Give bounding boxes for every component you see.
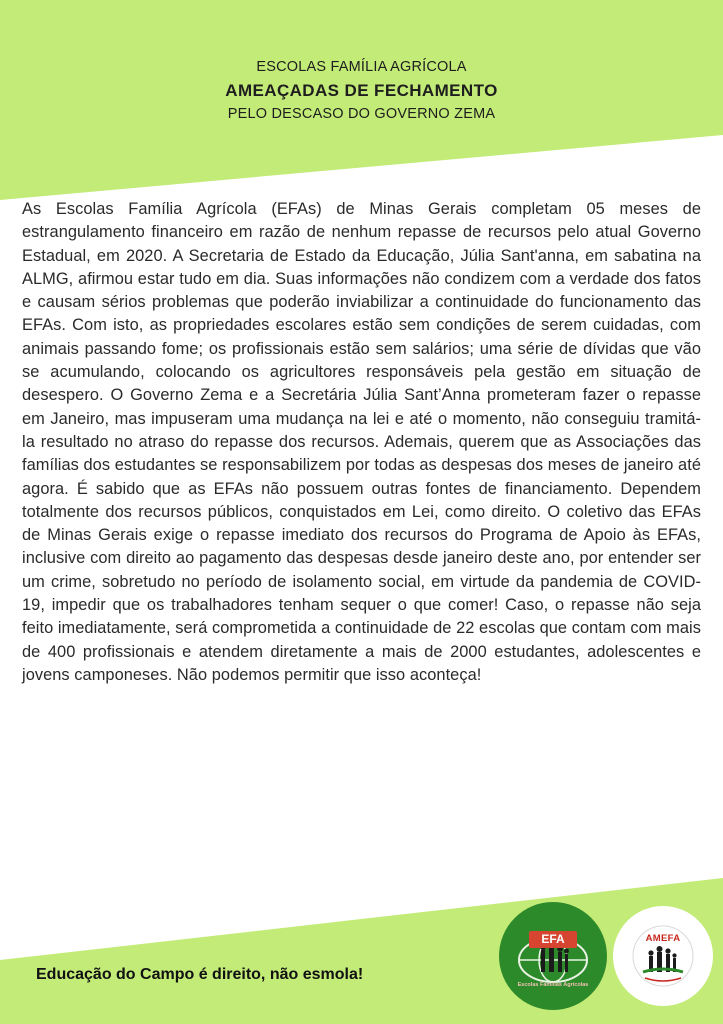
efa-logo-icon xyxy=(499,902,607,1010)
efa-logo-caption: Escolas Famílias Agrícolas xyxy=(517,982,589,988)
header-subtitle: PELO DESCASO DO GOVERNO ZEMA xyxy=(227,106,496,122)
efa-logo xyxy=(499,902,607,1010)
amefa-logo-label: AMEFA xyxy=(645,933,681,944)
body-paragraph: As Escolas Família Agrícola (EFAs) de Minas Gerais completam 05 meses de estrangulamento financeiro em razão de nenhum repasse de recursos pelo atual Governo Estadual, em 2020. A Secretaria de Estado da Educação, Júlia Sant'anna, em sabatina na ALMG, afirmou estar tudo em dia. Suas informações não condizem com a verdade dos fatos e causam sérios problemas que poderão inviabilizar a continuidade do funcionamento das EFAs. Com isto, as propriedades escolares estão sem condições de serem cuidadas, com animais passando fome; os profissionais estão sem salários; uma série de dívidas que vão se acumulando, colocando os agricultores responsáveis pela gestão em situação de desespero. O Governo Zema e a Secretária Júlia Sant’Anna prometeram fazer o repasse em Janeiro, mas impuseram uma mudança na lei e até o momento, não conseguiu tramitá-la resultado no atraso do repasse dos recursos. Ademais, querem que as Associações das famílias dos estudantes se responsabilizem por todas as despesas dos meses de janeiro até agora. É sabido que as EFAs não possuem outras fontes de financiamento. Dependem totalmente dos recursos públicos, conquistados em Lei, como direito. O coletivo das EFAs de Minas Gerais exige o repasse imediato dos recursos do Programa de Apoio às EFAs, inclusive com direito ao pagamento das despesas desde janeiro deste ano, por entender ser um crime, sobretudo no período de isolamento social, em virtude da pandemia de COVID-19, impedir que os trabalhadores tenham sequer o que comer! Caso, o repasse não seja feito imediatamente, será comprometida a continuidade de 22 escolas que contam com mais de 400 profissionais e atendem diretamente a mais de 2000 estudantes, adolescentes e jovens camponeses. Não podemos permitir que isso aconteça! xyxy=(22,200,701,684)
header-title: AMEAÇADAS DE FECHAMENTO xyxy=(225,81,498,100)
header-kicker: ESCOLAS FAMÍLIA AGRÍCOLA xyxy=(256,59,467,75)
footer-slogan: Educação do Campo é direito, não esmola! xyxy=(36,966,364,983)
amefa-logo xyxy=(613,906,713,1006)
amefa-logo-icon xyxy=(613,906,713,1006)
efa-logo-label: EFA xyxy=(529,931,577,948)
header xyxy=(0,58,723,124)
